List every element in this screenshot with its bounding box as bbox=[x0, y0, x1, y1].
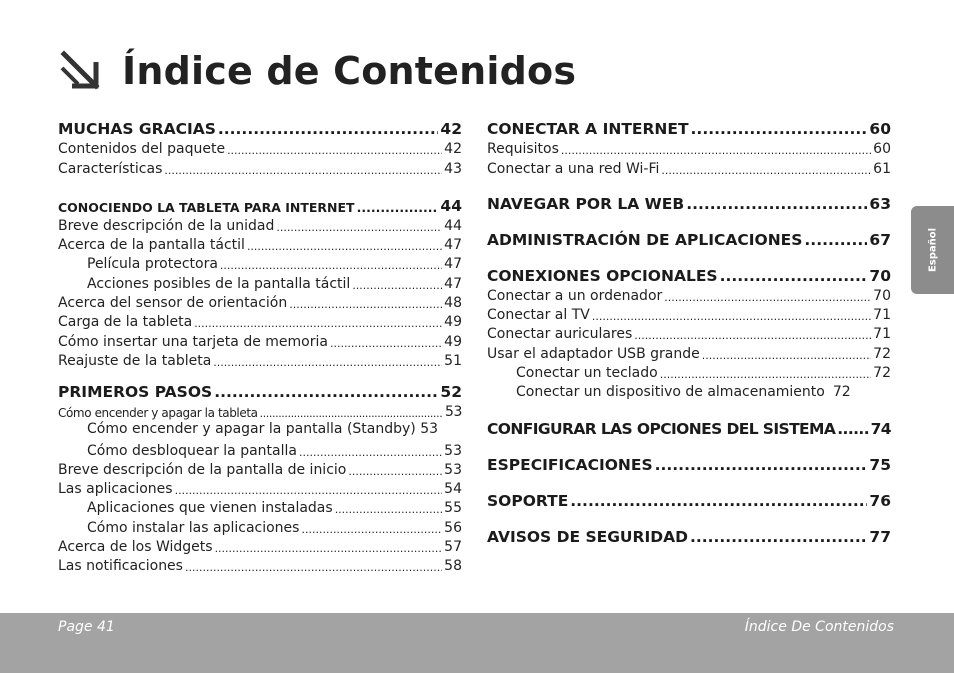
leader-dots bbox=[214, 383, 438, 401]
toc-entry-page: 54 bbox=[444, 481, 462, 498]
toc-entry-page: 60 bbox=[873, 141, 891, 158]
leader-dots bbox=[164, 164, 442, 177]
toc-heading[interactable] bbox=[487, 524, 891, 546]
toc-entry-label: Reajuste de la tableta bbox=[58, 352, 212, 369]
page-title: Índice de Contenidos bbox=[122, 49, 577, 93]
leader-dots bbox=[348, 465, 442, 478]
leader-dots bbox=[185, 561, 442, 574]
leader-dots bbox=[227, 144, 442, 157]
toc-entry[interactable] bbox=[58, 138, 462, 157]
toc-entry[interactable] bbox=[58, 215, 462, 234]
toc-entry-page: 57 bbox=[444, 539, 462, 556]
toc-heading-page: 42 bbox=[440, 120, 462, 138]
toc-entry-page: 58 bbox=[444, 558, 462, 575]
toc-entry-label: Conectar auriculares bbox=[487, 326, 633, 343]
toc-entry-label: Conectar un dispositivo de almacenamiento bbox=[516, 384, 825, 401]
toc-left-column bbox=[58, 116, 462, 574]
toc-entry-label: Características bbox=[58, 160, 163, 177]
toc-heading[interactable] bbox=[58, 193, 462, 215]
toc-entry-label: Acerca del sensor de orientación bbox=[58, 295, 288, 312]
leader-dots bbox=[686, 195, 867, 213]
toc-heading-label: MUCHAS GRACIAS bbox=[58, 120, 216, 138]
leader-dots bbox=[592, 310, 871, 323]
toc-entry-page: 49 bbox=[444, 333, 462, 350]
toc-entry-label: Conectar a un ordenador bbox=[487, 287, 663, 304]
toc-entry-label: Conectar al TV bbox=[487, 307, 590, 324]
toc-entry-page: 44 bbox=[444, 217, 462, 234]
toc-entry-page: 71 bbox=[873, 326, 891, 343]
toc-entry-page: 56 bbox=[444, 519, 462, 536]
toc-entry-label: Aplicaciones que vienen instaladas bbox=[87, 500, 333, 517]
toc-heading[interactable] bbox=[58, 379, 462, 401]
toc-heading-page: 77 bbox=[869, 528, 891, 547]
toc-entry-label: Cómo encender y apagar la tableta bbox=[58, 406, 258, 421]
toc-heading[interactable] bbox=[487, 191, 891, 213]
toc-heading-label: CONOCIENDO LA TABLETA PARA INTERNET bbox=[58, 199, 355, 215]
toc-entry[interactable] bbox=[58, 253, 462, 272]
toc-entry[interactable] bbox=[58, 478, 462, 497]
toc-heading[interactable] bbox=[487, 116, 891, 138]
toc-entry-page: 42 bbox=[444, 141, 462, 158]
page-number: Page 41 bbox=[58, 619, 115, 635]
leader-dots bbox=[218, 120, 439, 138]
toc-entry-label: Las notificaciones bbox=[58, 558, 183, 575]
toc-heading-label: ADMINISTRACIÓN DE APLICACIONES bbox=[487, 230, 803, 249]
toc-entry-label: Conectar un teclado bbox=[516, 365, 658, 382]
toc-entry[interactable] bbox=[487, 362, 891, 381]
toc-entry-label: Breve descripción de la unidad bbox=[58, 217, 275, 234]
toc-entry-label: Acerca de la pantalla táctil bbox=[58, 237, 245, 254]
toc-entry-page: 47 bbox=[444, 256, 462, 273]
toc-entry-page: 61 bbox=[873, 160, 891, 177]
toc-heading-label: PRIMEROS PASOS bbox=[58, 382, 213, 401]
leader-dots bbox=[215, 542, 443, 555]
toc-entry-label: Carga de la tableta bbox=[58, 314, 193, 331]
toc-entry[interactable] bbox=[58, 234, 462, 253]
leader-dots bbox=[691, 120, 868, 138]
toc-entry-page: 71 bbox=[873, 307, 891, 324]
toc-entry[interactable] bbox=[58, 497, 462, 516]
toc-entry-label: Cómo instalar las aplicaciones bbox=[87, 519, 300, 536]
toc-entry-page: 72 bbox=[873, 345, 891, 362]
leader-dots bbox=[194, 317, 442, 330]
toc-heading[interactable] bbox=[487, 452, 891, 474]
leader-dots bbox=[664, 291, 871, 304]
toc-entry-label: Cómo insertar una tarjeta de memoria bbox=[58, 333, 328, 350]
toc-entry[interactable] bbox=[58, 459, 462, 478]
toc-entry-label: Película protectora bbox=[87, 256, 218, 273]
toc-entry-label: Acciones posibles de la pantalla táctil bbox=[87, 275, 351, 292]
toc-heading-page: 63 bbox=[869, 194, 891, 213]
toc-entry-page: 48 bbox=[444, 295, 462, 312]
toc-heading-page: 60 bbox=[869, 120, 891, 138]
leader-dots bbox=[276, 221, 442, 234]
toc-entry[interactable] bbox=[487, 157, 891, 176]
language-tab bbox=[911, 206, 954, 294]
leader-dots bbox=[561, 144, 871, 157]
toc-entry[interactable] bbox=[58, 555, 462, 574]
toc-heading-page: 52 bbox=[440, 382, 462, 401]
toc-heading[interactable] bbox=[58, 116, 462, 138]
leader-dots bbox=[175, 484, 443, 497]
toc-heading-label: ESPECIFICACIONES bbox=[487, 456, 653, 475]
toc-entry-page: 49 bbox=[444, 314, 462, 331]
toc-section-primeros-pasos bbox=[58, 379, 462, 574]
leader-dots bbox=[289, 298, 442, 311]
toc-entry-label: Cómo desbloquear la pantalla bbox=[87, 442, 297, 459]
toc-heading-page: 75 bbox=[869, 456, 891, 475]
language-tab-label: Español bbox=[927, 227, 938, 273]
toc-heading-label: CONFIGURAR LAS OPCIONES DEL SISTEMA bbox=[487, 420, 836, 439]
toc-heading-label: AVISOS DE SEGURIDAD bbox=[487, 528, 688, 547]
toc-entry[interactable] bbox=[487, 381, 891, 400]
leader-dots bbox=[247, 240, 442, 253]
toc-heading-label: SOPORTE bbox=[487, 492, 569, 511]
toc-entry-page: 70 bbox=[873, 287, 891, 304]
leader-dots bbox=[357, 200, 439, 215]
toc-entry[interactable] bbox=[58, 157, 462, 176]
toc-entry[interactable] bbox=[487, 323, 891, 342]
toc-entry[interactable] bbox=[58, 516, 462, 535]
toc-heading-label: NAVEGAR POR LA WEB bbox=[487, 194, 685, 213]
toc-entry-label: Breve descripción de la pantalla de inicio bbox=[58, 461, 347, 478]
toc-section-conociendo bbox=[58, 193, 462, 369]
leader-dots bbox=[299, 446, 442, 459]
toc-heading[interactable] bbox=[487, 227, 891, 249]
toc-entry[interactable] bbox=[487, 304, 891, 323]
leader-dots bbox=[690, 528, 867, 546]
toc-entry-label: Acerca de los Widgets bbox=[58, 539, 213, 556]
leader-dots bbox=[352, 279, 442, 292]
toc-entry-label: Contenidos del paquete bbox=[58, 141, 226, 158]
toc-heading[interactable] bbox=[487, 416, 891, 438]
toc-entry-page: 72 bbox=[873, 365, 891, 382]
toc-entry-page: 55 bbox=[444, 500, 462, 517]
footer-section-title: Índice De Contenidos bbox=[744, 619, 894, 635]
toc-heading-page: 70 bbox=[869, 266, 891, 285]
toc-section-muchas-gracias bbox=[58, 116, 462, 177]
toc-entry[interactable] bbox=[58, 292, 462, 311]
toc-heading-label: CONEXIONES OPCIONALES bbox=[487, 266, 718, 285]
toc-entry-page: 72 bbox=[832, 384, 851, 401]
toc-heading[interactable] bbox=[487, 488, 891, 510]
toc-entry[interactable] bbox=[58, 272, 462, 291]
toc-section-conexiones bbox=[487, 263, 891, 401]
toc-entry[interactable] bbox=[58, 330, 462, 349]
toc-section-conectar-internet bbox=[487, 116, 891, 177]
page-header bbox=[58, 48, 576, 94]
leader-dots bbox=[702, 349, 871, 362]
toc-entry[interactable] bbox=[487, 138, 891, 157]
toc-heading-page: 74 bbox=[870, 420, 891, 439]
toc-entry-label: Conectar a una red Wi-Fi bbox=[487, 160, 660, 177]
toc-entry-page: 51 bbox=[444, 352, 462, 369]
toc-entry-label: Requisitos bbox=[487, 141, 559, 158]
toc-entry-page: 47 bbox=[444, 275, 462, 292]
leader-dots bbox=[634, 329, 871, 342]
toc-entry-page: 53 bbox=[444, 461, 462, 478]
toc-entry[interactable] bbox=[58, 311, 462, 330]
leader-dots bbox=[335, 503, 442, 516]
toc-entry-page: 53 bbox=[444, 442, 462, 459]
toc-entry[interactable] bbox=[58, 401, 462, 420]
leader-dots bbox=[661, 164, 871, 177]
leader-dots bbox=[330, 337, 442, 350]
page-footer bbox=[0, 613, 954, 673]
toc-heading[interactable] bbox=[487, 263, 891, 285]
toc-entry[interactable] bbox=[487, 285, 891, 304]
toc-entry[interactable] bbox=[58, 350, 462, 369]
leader-dots bbox=[660, 368, 871, 381]
toc-heading-page: 67 bbox=[869, 230, 891, 249]
toc-entry-page: 53 bbox=[444, 404, 462, 421]
toc-heading-page: 76 bbox=[869, 492, 891, 511]
leader-dots bbox=[655, 456, 868, 474]
toc-entry-label: Usar el adaptador USB grande bbox=[487, 345, 700, 362]
toc-heading-page: 44 bbox=[440, 196, 462, 215]
leader-dots bbox=[720, 267, 868, 285]
leader-dots bbox=[260, 407, 443, 420]
leader-dots bbox=[570, 492, 867, 510]
toc-entry[interactable] bbox=[58, 439, 462, 458]
toc-entry[interactable] bbox=[487, 342, 891, 361]
leader-dots bbox=[220, 259, 442, 272]
leader-dots bbox=[837, 420, 868, 438]
leader-dots bbox=[804, 231, 867, 249]
leader-dots bbox=[213, 356, 442, 369]
toc-entry-page: 43 bbox=[444, 160, 462, 177]
arrow-down-right-icon bbox=[58, 48, 104, 94]
toc-entry[interactable]: Cómo encender y apagar la pantalla (Standby) 53 bbox=[87, 421, 439, 438]
toc-right-column bbox=[487, 116, 891, 546]
toc-entry-page: 47 bbox=[444, 237, 462, 254]
toc-heading-label: CONECTAR A INTERNET bbox=[487, 120, 689, 138]
toc-entry[interactable] bbox=[58, 536, 462, 555]
toc-entry-label: Las aplicaciones bbox=[58, 481, 173, 498]
leader-dots bbox=[301, 523, 442, 536]
